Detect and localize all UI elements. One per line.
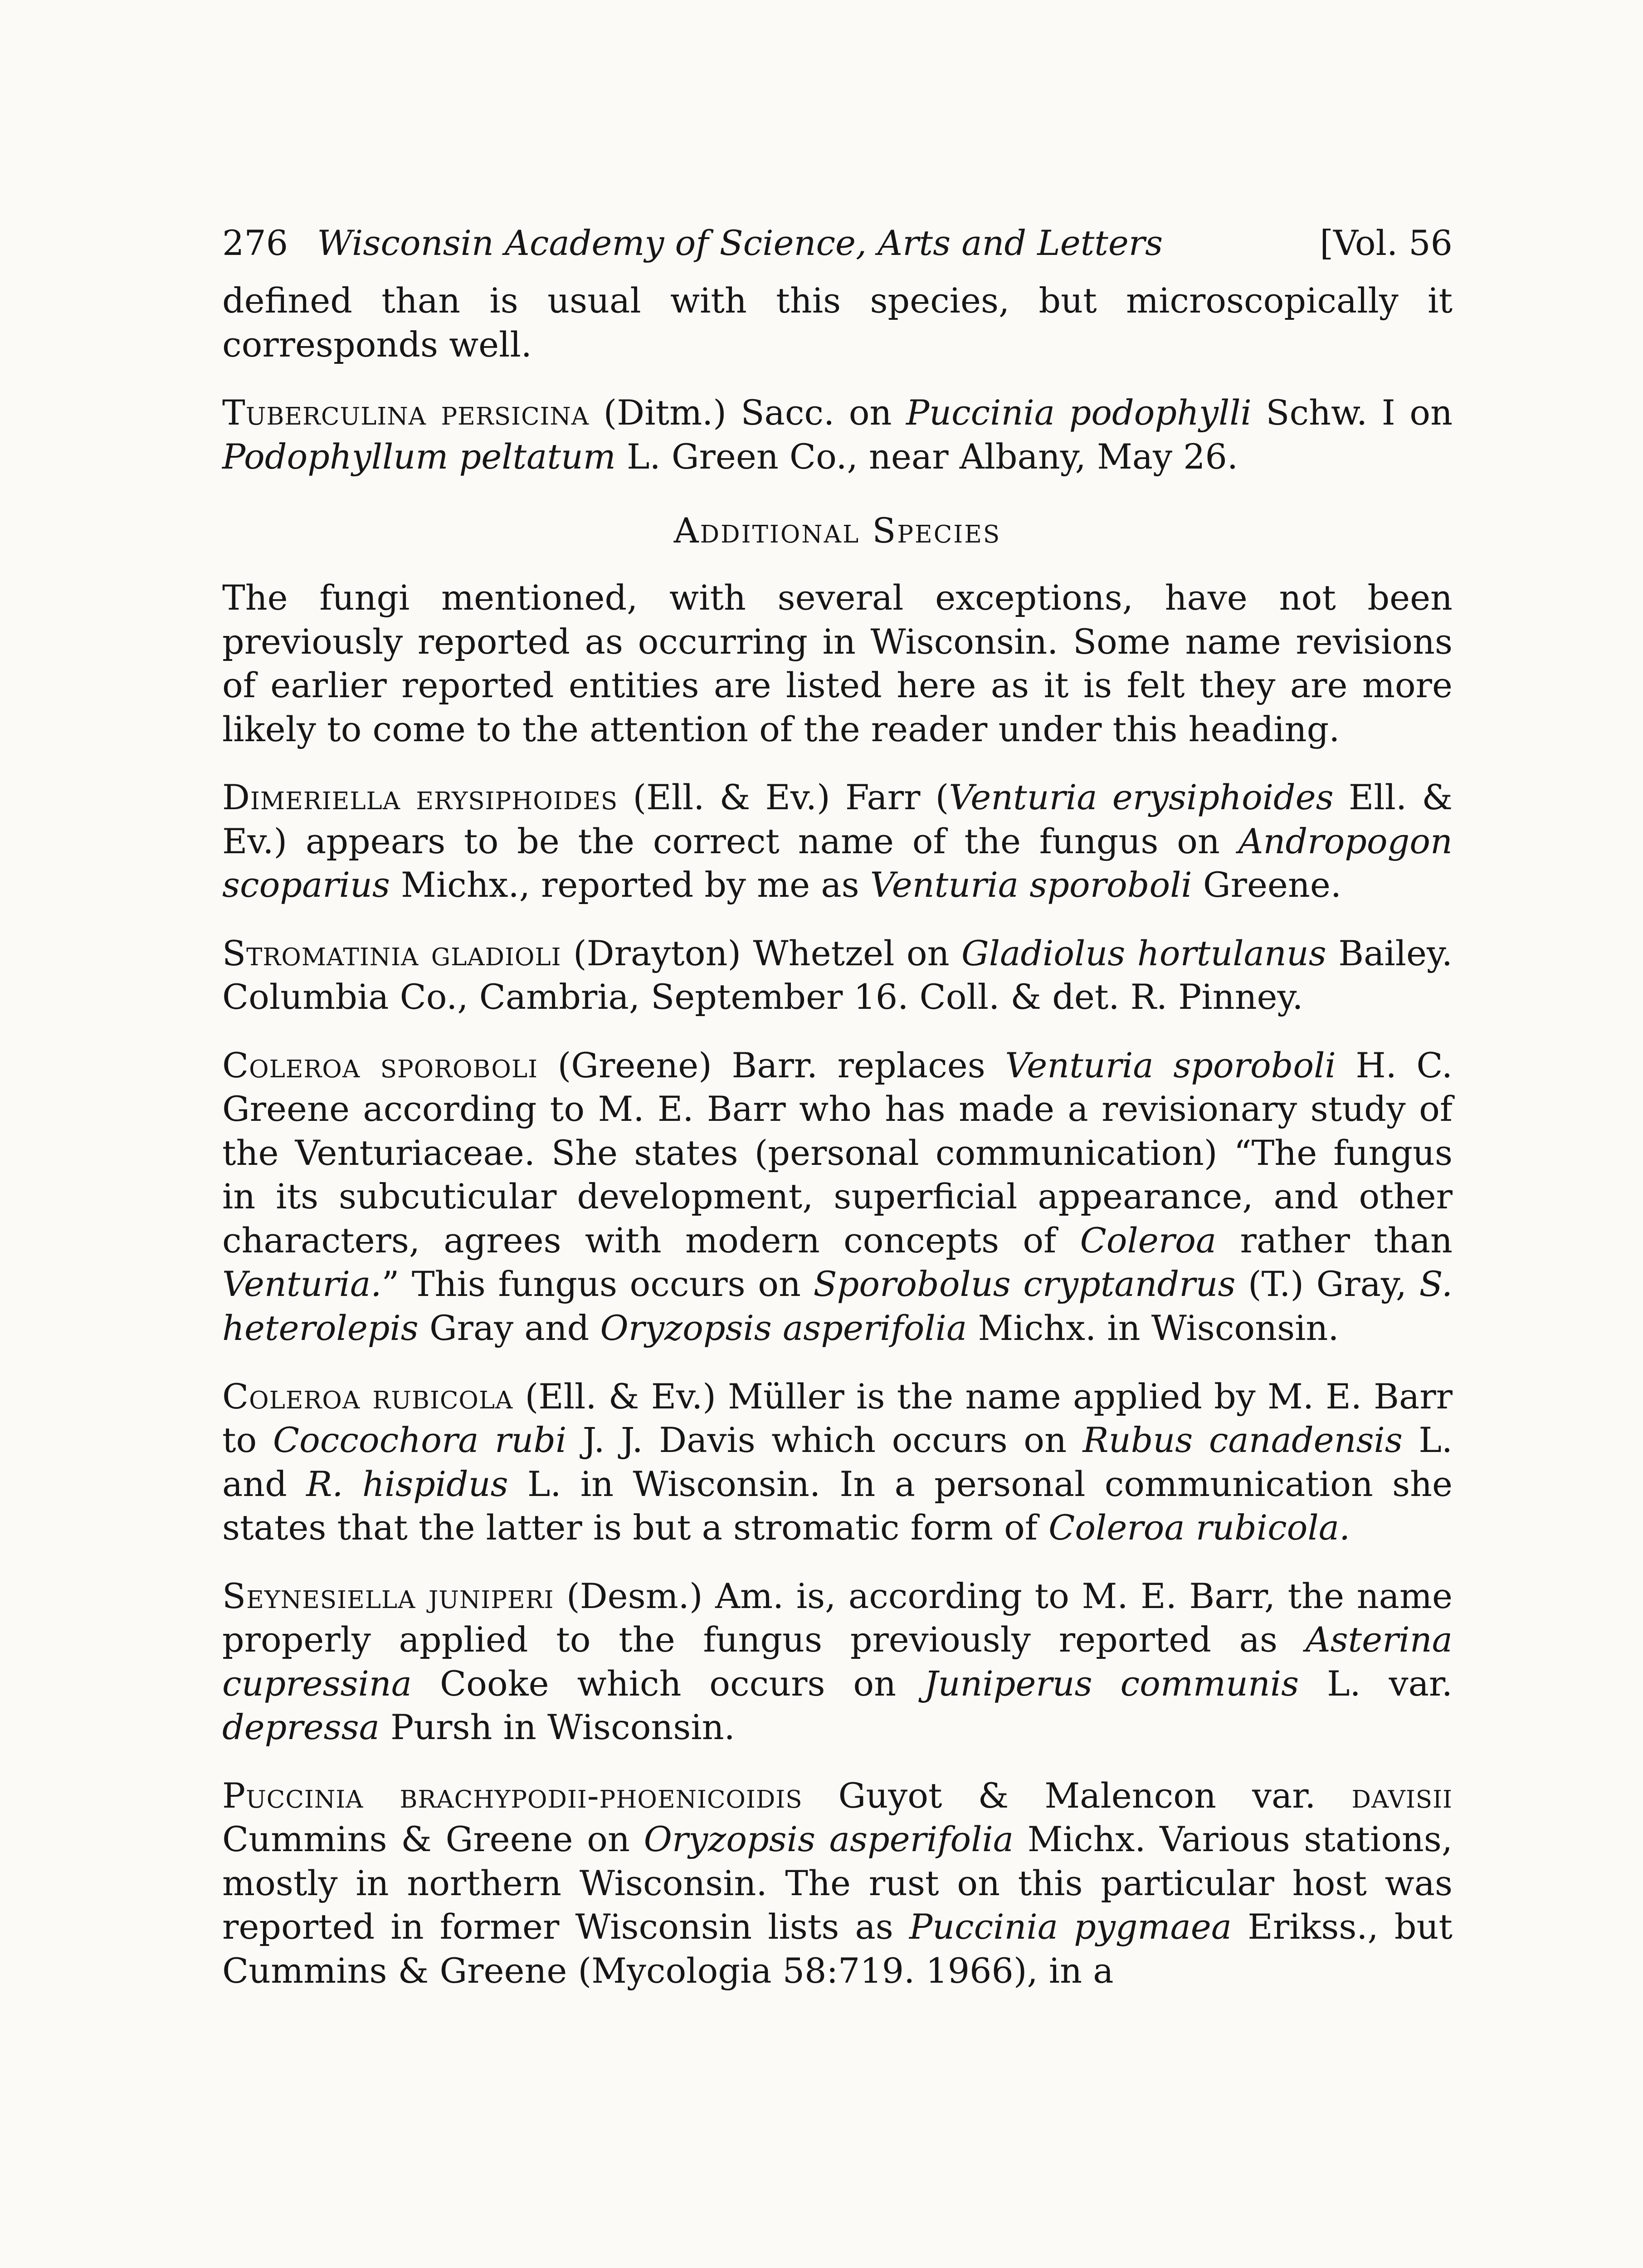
italic-run: Venturia sporoboli — [1005, 1045, 1336, 1085]
italic-run: Venturia sporoboli — [870, 865, 1192, 905]
text-run: (Ell. & Ev.) Müller is the name applied by M. E. Barr to — [222, 1376, 1453, 1461]
italic-run: Andropogon scoparius — [222, 821, 1453, 905]
text-run: Michx. Various stations, mostly in northern Wisconsin. The rust on this particular host was reported in former Wisconsin lists as — [222, 1819, 1453, 1947]
text-run: L. Green Co., near Albany, May 26. — [615, 436, 1238, 477]
entry-puccinia-brachypodii — [222, 1774, 1453, 1993]
running-head-left — [222, 222, 1163, 264]
journal-title: Wisconsin Academy of Science, Arts and Letters — [317, 223, 1163, 263]
smallcaps-run: Puccinia brachypodii-phoenicoidis — [222, 1775, 803, 1816]
smallcaps-run: Dimeriella erysiphoides — [222, 777, 618, 818]
italic-run: Coleroa rubicola. — [1048, 1507, 1350, 1548]
smallcaps-run: Coleroa rubicola — [222, 1376, 513, 1417]
italic-run: Coccochora rubi — [273, 1420, 567, 1461]
page-number: 276 — [222, 223, 288, 263]
text-run: (T.) Gray, — [1235, 1264, 1419, 1305]
italic-run: S. heterolepis — [222, 1264, 1453, 1348]
entry-coleroa-rubicola — [222, 1375, 1453, 1550]
italic-run: R. hispidus — [306, 1463, 508, 1504]
italic-run: Puccinia podophylli — [906, 392, 1252, 433]
text-run: (Ditm.) Sacc. on — [589, 392, 906, 433]
smallcaps-run: Coleroa sporoboli — [222, 1045, 538, 1085]
italic-run: Venturia. — [222, 1264, 382, 1305]
italic-run: Coleroa — [1080, 1220, 1217, 1261]
italic-run: Oryzopsis asperifolia — [644, 1819, 1014, 1860]
text-run: J. J. Davis which occurs on — [566, 1420, 1083, 1461]
text-run: Pursh in Wisconsin. — [379, 1707, 735, 1748]
text-run: Michx. in Wisconsin. — [967, 1307, 1339, 1348]
text-run: L. var. — [1299, 1663, 1453, 1704]
text-run: Gray and — [418, 1307, 600, 1348]
text-run: (Ell. & Ev.) Farr ( — [618, 777, 949, 818]
text-run: Erikss., but Cummins & Greene (Mycologia 58:719. 1966), in a — [222, 1906, 1453, 1991]
italic-run: Rubus canadensis — [1082, 1420, 1403, 1461]
italic-run: Juniperus communis — [924, 1663, 1299, 1704]
entry-stromatinia-gladioli — [222, 932, 1453, 1019]
italic-run: Gladiolus hortulanus — [961, 933, 1326, 973]
text-run: Greene. — [1192, 865, 1341, 905]
italic-run: Venturia erysiphoides — [949, 777, 1334, 818]
volume-label: [Vol. 56 — [1320, 223, 1453, 263]
paragraph-continuation — [222, 279, 1453, 367]
text-run: L. in Wisconsin. In a personal communication she states that the latter is but a stromatic form of — [222, 1463, 1453, 1548]
section-heading: Additional Species — [673, 510, 1001, 551]
text-run: (Desm.) Am. is, according to M. E. Barr, the name properly applied to the fungus previously reported as — [222, 1575, 1453, 1660]
text-run: (Drayton) Whetzel on — [561, 933, 962, 973]
smallcaps-run: Seynesiella juniperi — [222, 1575, 554, 1616]
italic-run: Oryzopsis asperifolia — [600, 1307, 967, 1348]
text-run: Bailey. Columbia Co., Cambria, September 16. Coll. & det. R. Pinney. — [222, 933, 1453, 1017]
text-run: Cummins & Greene on — [222, 1819, 644, 1860]
entry-dimeriella-erysiphoides — [222, 776, 1453, 907]
running-head — [222, 222, 1453, 264]
italic-run: Sporobolus cryptandrus — [813, 1264, 1236, 1305]
entry-seynesiella-juniperi — [222, 1574, 1453, 1750]
smallcaps-run: Stromatinia gladioli — [222, 933, 561, 973]
text-run: ” This fungus occurs on — [381, 1264, 814, 1305]
italic-run: depressa — [222, 1707, 380, 1748]
entry-coleroa-sporoboli — [222, 1044, 1453, 1350]
text-run: Cooke which occurs on — [412, 1663, 925, 1704]
italic-run: Podophyllum peltatum — [222, 436, 616, 477]
italic-run: Puccinia pygmaea — [909, 1906, 1232, 1947]
text-run: Michx., reported by me as — [390, 865, 870, 905]
smallcaps-run: Tuberculina persicina — [222, 392, 590, 433]
smallcaps-run: davisii — [1351, 1775, 1453, 1816]
text-run: The fungi mentioned, with several exceptions, have not been previously reported as occurring in Wisconsin. Some name revisions of earlier reported entities are listed here as it is felt they are more likely to come to the attention of the reader under this heading. — [222, 577, 1453, 749]
text-run: rather than — [1216, 1220, 1453, 1261]
text-run: L. and — [222, 1420, 1453, 1504]
text-run: Ell. & Ev.) appears to be the correct name of the fungus on — [222, 777, 1453, 861]
entry-tuberculina-persicina — [222, 391, 1453, 479]
text-run: Schw. I on — [1251, 392, 1453, 433]
text-run: (Greene) Barr. replaces — [538, 1045, 1005, 1085]
italic-run: Asterina cupressina — [222, 1619, 1453, 1704]
text-run: defined than is usual with this species, but microscopically it corresponds well. — [222, 280, 1453, 365]
text-run: H. C. Greene according to M. E. Barr who has made a revisionary study of the Venturiaceae. She states (personal communication) “The fungus in its subcuticular development, superficial appearance, and other characters, agrees with modern concepts of — [222, 1045, 1453, 1261]
section-intro — [222, 576, 1453, 751]
text-run: Guyot & Malencon var. — [802, 1775, 1352, 1816]
